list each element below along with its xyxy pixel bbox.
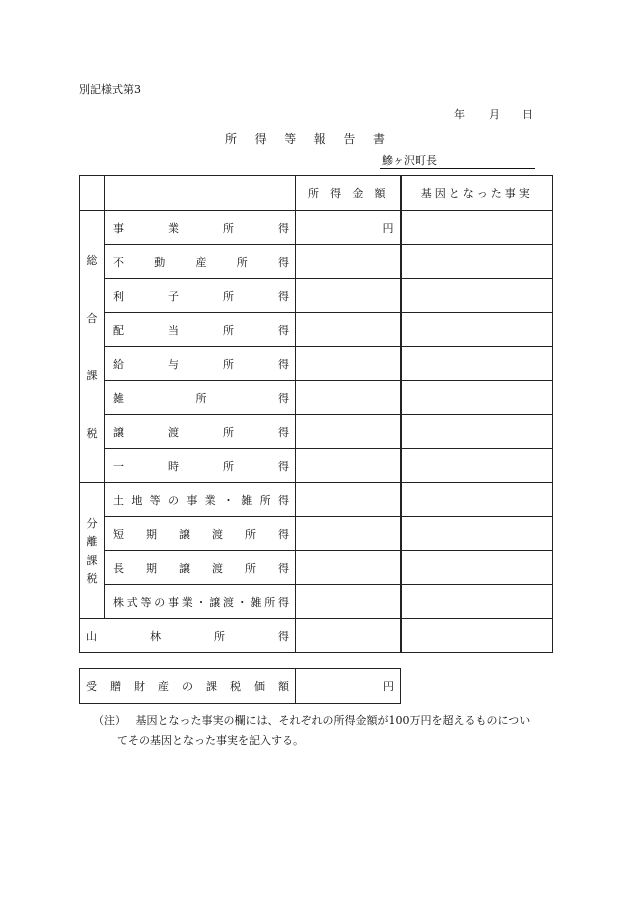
- group-char: 税: [86, 426, 98, 440]
- gift-amount-cell[interactable]: [296, 669, 401, 704]
- form-number-label: 別記様式第3: [79, 83, 141, 96]
- table-row: [80, 449, 553, 483]
- amount-cell[interactable]: [296, 449, 401, 483]
- reason-cell[interactable]: [401, 313, 553, 347]
- reason-cell[interactable]: [401, 279, 553, 313]
- row-label-long-term-transfer: 長 期 譲 渡 所 得: [105, 551, 296, 585]
- table-row: [80, 551, 553, 585]
- document-title: [225, 130, 385, 147]
- footnote: [93, 711, 563, 751]
- amount-cell[interactable]: [296, 279, 401, 313]
- amount-cell[interactable]: [296, 245, 401, 279]
- row-label-misc-income: 雑 所 得: [105, 381, 296, 415]
- date-year-label: 年: [454, 108, 465, 121]
- table-header-row: [80, 176, 553, 211]
- table-row: [80, 415, 553, 449]
- table-row: [80, 347, 553, 381]
- reason-cell[interactable]: [401, 347, 553, 381]
- group-char: 課: [86, 369, 98, 383]
- title-char: 所: [225, 132, 238, 146]
- row-label-business-income: 事 業 所 得: [105, 211, 296, 245]
- header-char: 額: [374, 187, 386, 200]
- table-row: [80, 245, 553, 279]
- amount-cell[interactable]: [296, 415, 401, 449]
- header-char: 得: [330, 187, 342, 200]
- yen-unit: 円: [383, 680, 394, 693]
- amount-cell[interactable]: [296, 551, 401, 585]
- table-row: [80, 517, 553, 551]
- income-report-table: [79, 175, 553, 653]
- table-row: [80, 585, 553, 619]
- addressee: 鰺ヶ沢町長: [382, 154, 437, 167]
- amount-cell[interactable]: [296, 347, 401, 381]
- amount-cell[interactable]: [296, 483, 401, 517]
- group-char: 合: [86, 311, 98, 325]
- group-char: 分: [86, 516, 98, 530]
- row-label-stocks-income: 株 式 等 の 事 業 ・ 譲 渡 ・ 雑 所 得: [105, 585, 296, 619]
- row-label-forest-income: 山 林 所 得: [80, 619, 296, 653]
- note-line-1: 基因となった事実の欄には、それぞれの所得金額が100万円を超えるものについ: [135, 714, 531, 727]
- row-label-land-business-income: 土 地 等 の 事 業 ・ 雑 所 得: [105, 483, 296, 517]
- row-label-salary-income: 給 与 所 得: [105, 347, 296, 381]
- reason-cell[interactable]: [401, 551, 553, 585]
- reason-cell[interactable]: [401, 449, 553, 483]
- date-day-label: 日: [522, 108, 533, 121]
- amount-cell[interactable]: [296, 211, 401, 245]
- row-label-transfer-income: 譲 渡 所 得: [105, 415, 296, 449]
- reason-cell[interactable]: [401, 245, 553, 279]
- row-label-real-estate-income: 不 動 産 所 得: [105, 245, 296, 279]
- reason-cell[interactable]: [401, 415, 553, 449]
- note-line-2: てその基因となった事実を記入する。: [117, 734, 304, 747]
- amount-cell[interactable]: [296, 585, 401, 619]
- table-row: [80, 669, 401, 704]
- reason-cell[interactable]: [401, 517, 553, 551]
- table-row: [80, 211, 553, 245]
- table-row: [80, 313, 553, 347]
- title-char: 等: [284, 132, 297, 146]
- amount-cell[interactable]: [296, 619, 401, 653]
- yen-unit: 円: [382, 221, 394, 235]
- col-header-reason: 基因となった事実: [401, 176, 553, 211]
- group-char: 離: [86, 535, 98, 549]
- row-label-occasional-income: 一 時 所 得: [105, 449, 296, 483]
- row-label-interest-income: 利 子 所 得: [105, 279, 296, 313]
- row-label-short-term-transfer: 短 期 譲 渡 所 得: [105, 517, 296, 551]
- header-blank-cell: [80, 176, 105, 211]
- title-char: 書: [372, 132, 385, 146]
- group-char: 税: [86, 572, 98, 586]
- col-header-amount: [296, 176, 401, 211]
- title-char: 報: [313, 132, 326, 146]
- table-row: [80, 381, 553, 415]
- header-char: 所: [308, 187, 319, 200]
- reason-cell[interactable]: [401, 211, 553, 245]
- reason-cell[interactable]: [401, 483, 553, 517]
- gift-value-table: [79, 668, 401, 704]
- header-blank-cell: [105, 176, 296, 211]
- row-label-dividend-income: 配 当 所 得: [105, 313, 296, 347]
- note-marker: （注）: [93, 714, 126, 727]
- reason-cell[interactable]: [401, 585, 553, 619]
- group-label-general: [80, 211, 105, 483]
- amount-cell[interactable]: [296, 381, 401, 415]
- date-month-label: 月: [489, 108, 500, 121]
- table-row: [80, 619, 553, 653]
- title-char: 告: [343, 132, 356, 146]
- header-char: 金: [352, 187, 364, 200]
- table-row: [80, 483, 553, 517]
- amount-cell[interactable]: [296, 517, 401, 551]
- title-char: 得: [254, 132, 267, 146]
- table-row: [80, 279, 553, 313]
- group-char: 課: [86, 553, 98, 567]
- group-label-separate: [80, 483, 105, 619]
- amount-cell[interactable]: [296, 313, 401, 347]
- group-char: 総: [86, 254, 98, 268]
- gift-value-label: 受 贈 財 産 の 課 税 価 額: [80, 669, 296, 704]
- reason-cell[interactable]: [401, 619, 553, 653]
- reason-cell[interactable]: [401, 381, 553, 415]
